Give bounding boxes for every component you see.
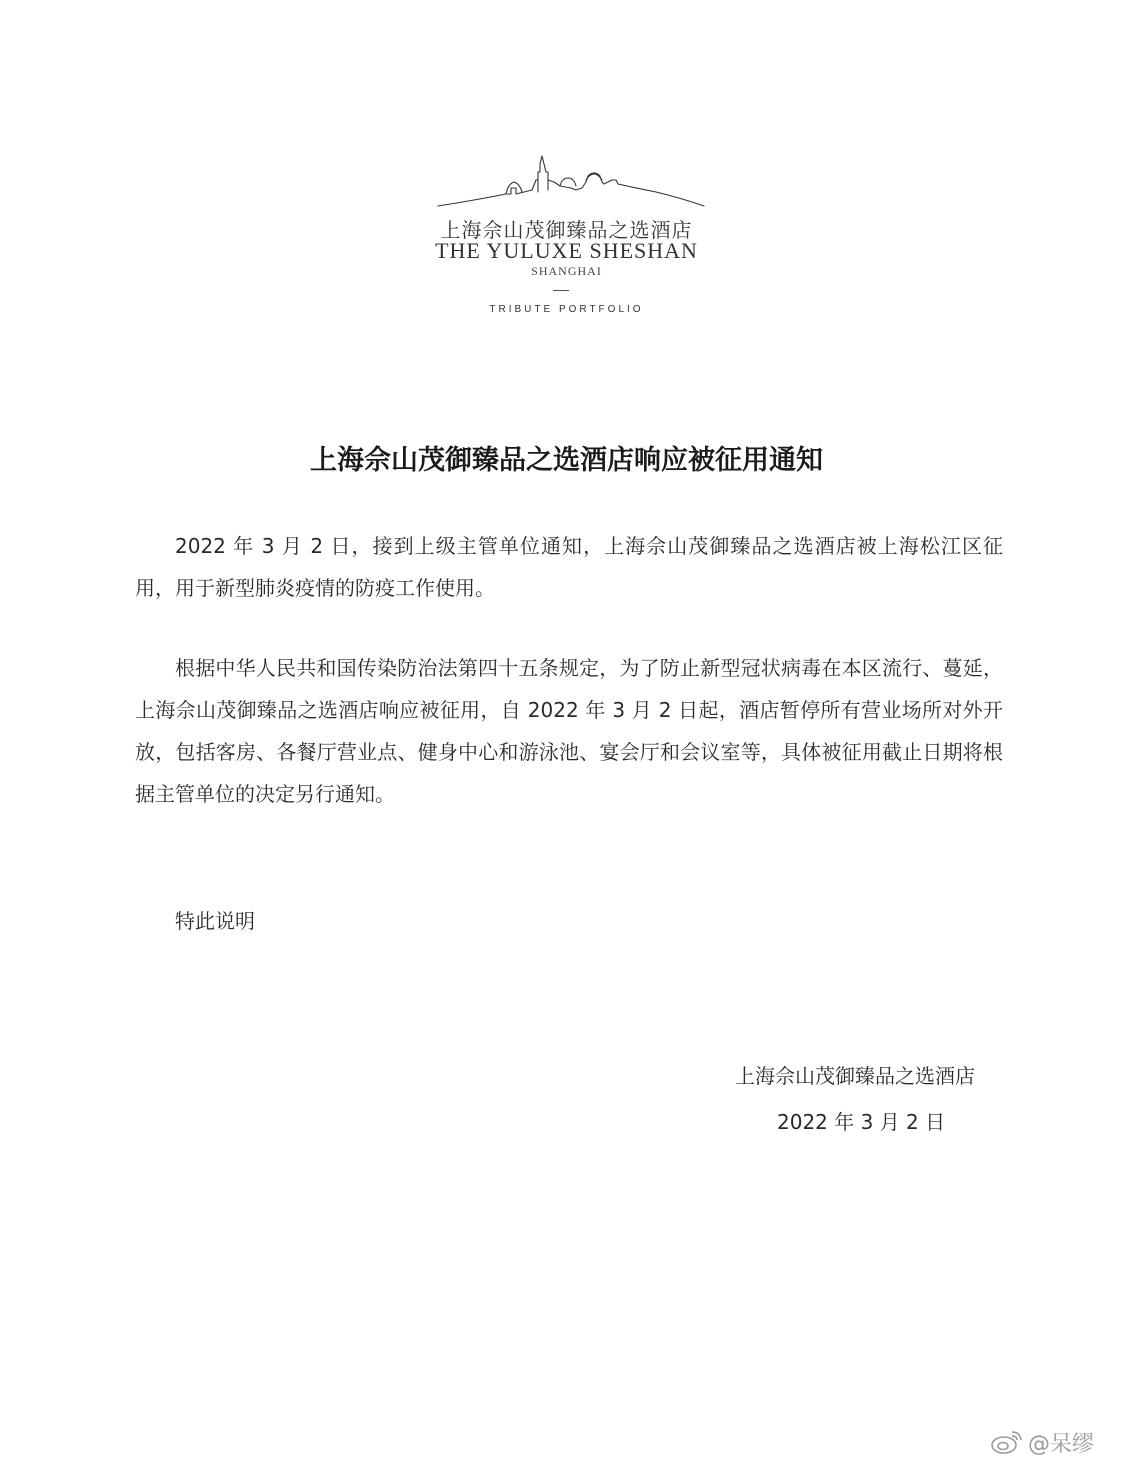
hotel-chinese-name: 上海佘山茂御臻品之选酒店	[440, 218, 693, 242]
weibo-icon	[990, 1428, 1024, 1456]
weibo-watermark	[990, 1422, 1130, 1462]
notice-paragraph-1: 2022 年 3 月 2 日，接到上级主管单位通知，上海佘山茂御臻品之选酒店被上海松江区征用，用于新型肺炎疫情的防疫工作使用。	[135, 534, 1003, 600]
hotel-city: SHANGHAI	[531, 264, 602, 278]
hotel-logo	[0, 140, 1133, 330]
notice-paragraph-2: 根据中华人民共和国传染防治法第四十五条规定，为了防止新型冠状病毒在本区流行、蔓延，上海佘山茂御臻品之选酒店响应被征用，自 2022 年 3 月 2 日起，酒店暂停所有营业场所对外开放，包括客房、各餐厅营业点、健身中心和游泳池、宴会厅和会议室等，具体被征用截止日期将根据主管单位的决定另行通知。	[135, 656, 1003, 806]
watermark-handle: @呆缪	[1028, 1431, 1095, 1457]
notice-title: 上海佘山茂御臻品之选酒店响应被征用通知	[310, 445, 823, 476]
hotel-skyline-logo-icon	[436, 150, 706, 210]
closing-remark: 特此说明	[175, 909, 255, 933]
signature-date: 2022 年 3 月 2 日	[777, 1110, 946, 1134]
hotel-english-name: THE YULUXE SHESHAN	[435, 238, 698, 263]
signature-organization: 上海佘山茂御臻品之选酒店	[735, 1064, 975, 1088]
logo-divider	[553, 290, 569, 291]
tribute-portfolio-label: TRIBUTE PORTFOLIO	[489, 304, 644, 315]
